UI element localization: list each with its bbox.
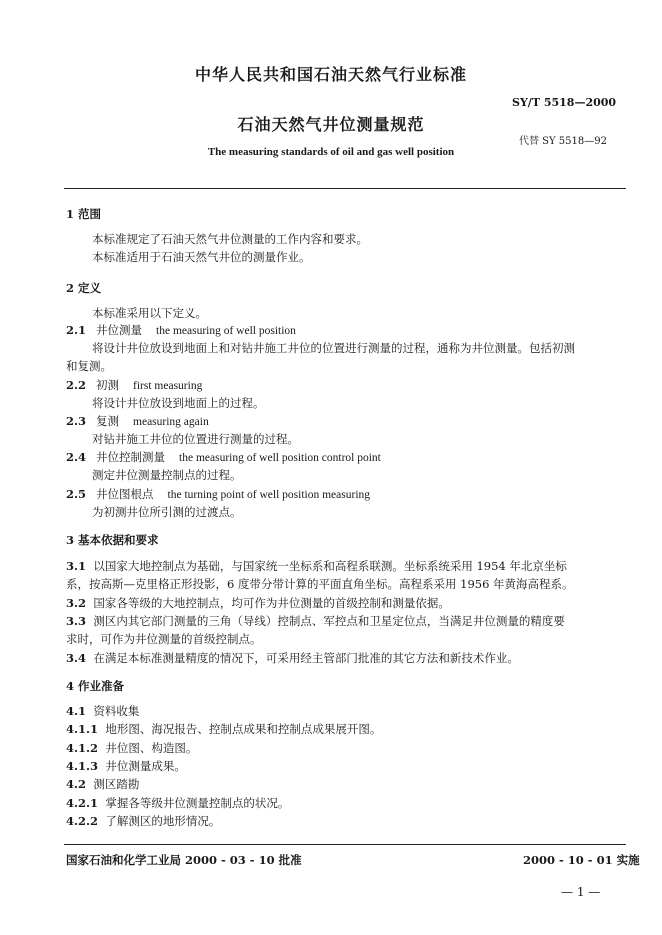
clause-number: 4.1.2 bbox=[66, 741, 99, 755]
clause-number: 4.2.1 bbox=[66, 796, 99, 810]
term-en: first measuring bbox=[133, 380, 203, 392]
replaces-standard: 代替 SY 5518—92 bbox=[519, 136, 607, 147]
definition-2-4 bbox=[66, 449, 381, 467]
clause-number: 2.4 bbox=[66, 450, 87, 464]
clause-4-1-3 bbox=[66, 758, 186, 775]
clause-3-1-cont: 系，按高斯—克里格正形投影，6 度带分带计算的平面直角坐标。高程系采用 1956 年黄海高程系。 bbox=[66, 577, 574, 591]
clause-number: 2.3 bbox=[66, 414, 87, 428]
effective-date: 2000 - 10 - 01 实施 bbox=[523, 853, 640, 867]
clause-3-3 bbox=[66, 613, 565, 630]
definition-2-2 bbox=[66, 377, 202, 395]
clause-text: 以国家大地控制点为基础，与国家统一坐标系和高程系联测。坐标系统采用 1954 年北京坐标 bbox=[93, 559, 567, 573]
issuing-authority: 中华人民共和国石油天然气行业标准 bbox=[194, 65, 467, 84]
term-cn: 井位测量 bbox=[96, 323, 143, 337]
clause-number: 4.1.1 bbox=[66, 722, 99, 736]
page-number: — 1 — bbox=[561, 885, 601, 899]
term-en: the measuring of well position bbox=[156, 325, 296, 337]
clause-text: 井位图、构造图。 bbox=[105, 741, 198, 755]
clause-text: 掌握各等级井位测量控制点的状况。 bbox=[105, 796, 290, 810]
clause-4-2 bbox=[66, 776, 139, 793]
definition-2-1-text-cont: 和复测。 bbox=[66, 359, 112, 373]
clause-text: 测区内其它部门测量的三角（导线）控制点、军控点和卫星定位点，当满足井位测量的精度要 bbox=[93, 614, 565, 628]
approval-statement: 国家石油和化学工业局 2000 - 03 - 10 批准 bbox=[66, 853, 302, 867]
definition-2-5 bbox=[66, 486, 370, 504]
term-cn: 井位控制测量 bbox=[96, 450, 166, 464]
definition-2-1 bbox=[66, 322, 296, 340]
definition-2-4-text: 测定井位测量控制点的过程。 bbox=[92, 468, 242, 482]
clause-text: 井位测量成果。 bbox=[105, 759, 186, 773]
clause-3-3-cont: 求时，可作为井位测量的首级控制点。 bbox=[66, 632, 262, 646]
clause-number: 2.5 bbox=[66, 487, 87, 501]
section-3-heading: 3 基本依据和要求 bbox=[66, 533, 159, 547]
term-cn: 井位图根点 bbox=[96, 487, 154, 501]
clause-3-1 bbox=[66, 558, 567, 575]
clause-4-1-2 bbox=[66, 740, 197, 757]
definition-2-1-text: 将设计井位放设到地面上和对钻井施工井位的位置进行测量的过程，通称为井位测量。包括初测 bbox=[92, 341, 575, 355]
section-1-para-2: 本标准适用于石油天然气井位的测量作业。 bbox=[92, 250, 311, 264]
clause-number: 4.1.3 bbox=[66, 759, 99, 773]
clause-4-1 bbox=[66, 703, 139, 720]
clause-text: 了解测区的地形情况。 bbox=[105, 814, 221, 828]
clause-text: 资料收集 bbox=[93, 704, 140, 718]
clause-number: 3.2 bbox=[66, 596, 87, 610]
clause-text: 国家各等级的大地控制点，均可作为井位测量的首级控制和测量依据。 bbox=[93, 596, 450, 610]
clause-4-2-2 bbox=[66, 813, 220, 830]
section-2-heading: 2 定义 bbox=[66, 281, 102, 295]
term-cn: 复测 bbox=[96, 414, 120, 428]
clause-number: 4.1 bbox=[66, 704, 87, 718]
clause-text: 测区踏勘 bbox=[93, 777, 140, 791]
clause-text: 地形图、海况报告、控制点成果和控制点成果展开图。 bbox=[105, 722, 382, 736]
section-2-intro: 本标准采用以下定义。 bbox=[92, 306, 207, 320]
english-title: The measuring standards of oil and gas well position bbox=[207, 146, 455, 158]
term-en: the turning point of well position measuring bbox=[167, 489, 371, 501]
section-4-heading: 4 作业准备 bbox=[66, 679, 125, 693]
clause-number: 3.3 bbox=[66, 614, 87, 628]
section-1-para-1: 本标准规定了石油天然气井位测量的工作内容和要求。 bbox=[92, 232, 368, 246]
term-cn: 初测 bbox=[96, 378, 120, 392]
clause-number: 3.4 bbox=[66, 651, 87, 665]
term-en: the measuring of well position control point bbox=[179, 452, 381, 464]
clause-number: 2.1 bbox=[66, 323, 87, 337]
standard-code: SY/T 5518—2000 bbox=[512, 96, 617, 109]
definition-2-5-text: 为初测井位所引测的过渡点。 bbox=[92, 505, 242, 519]
clause-4-2-1 bbox=[66, 795, 289, 812]
clause-number: 4.2.2 bbox=[66, 814, 99, 828]
definition-2-3 bbox=[66, 413, 209, 431]
footer-divider bbox=[64, 844, 626, 845]
clause-number: 4.2 bbox=[66, 777, 87, 791]
section-1-heading: 1 范围 bbox=[66, 207, 102, 221]
header-divider bbox=[64, 188, 626, 189]
definition-2-2-text: 将设计井位放设到地面上的过程。 bbox=[92, 396, 265, 410]
clause-3-4 bbox=[66, 650, 519, 667]
clause-number: 2.2 bbox=[66, 378, 87, 392]
clause-number: 3.1 bbox=[66, 559, 87, 573]
term-en: measuring again bbox=[133, 416, 209, 428]
clause-3-2 bbox=[66, 595, 450, 612]
definition-2-3-text: 对钻井施工井位的位置进行测量的过程。 bbox=[92, 432, 299, 446]
document-title: 石油天然气井位测量规范 bbox=[237, 115, 425, 134]
clause-text: 在满足本标准测量精度的情况下，可采用经主管部门批准的其它方法和新技术作业。 bbox=[93, 651, 519, 665]
clause-4-1-1 bbox=[66, 721, 381, 738]
